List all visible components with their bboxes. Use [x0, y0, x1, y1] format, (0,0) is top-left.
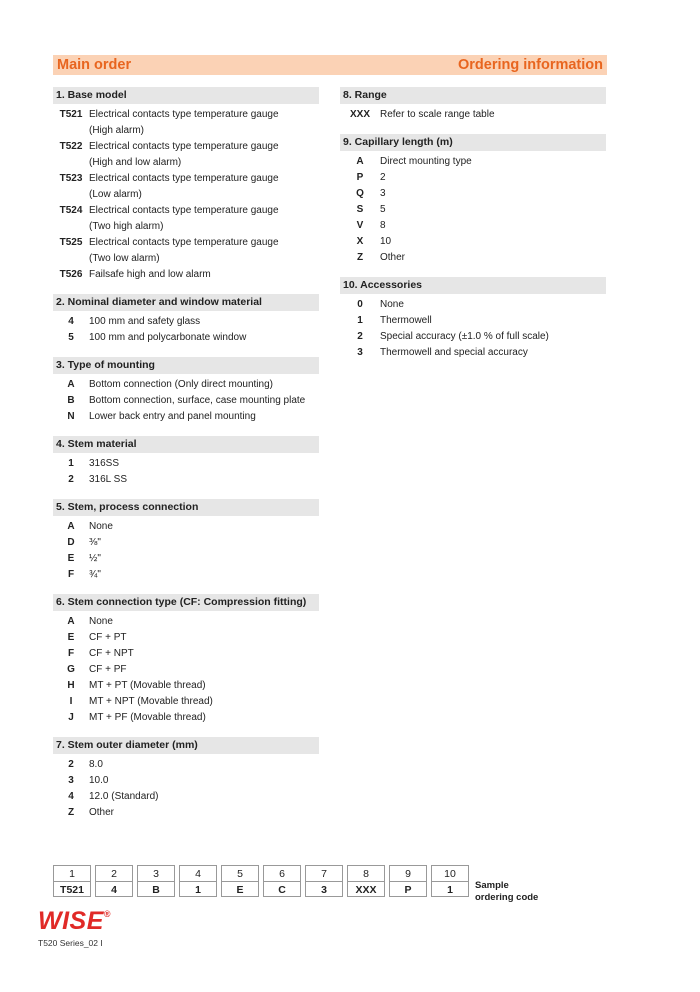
option-description	[380, 250, 606, 266]
option-description	[89, 535, 319, 551]
section	[53, 499, 319, 583]
sample-cell-column	[389, 865, 427, 897]
option-description	[380, 329, 606, 345]
section	[53, 594, 319, 726]
option-row	[340, 186, 606, 202]
logo-text: WISE	[38, 907, 104, 935]
option-code: 2	[68, 474, 74, 485]
sample-position-number: 1	[53, 865, 91, 881]
option-description-line: Other	[380, 252, 406, 263]
option-code: A	[356, 156, 364, 167]
option-code: Z	[67, 807, 75, 818]
option-code: T521	[59, 109, 83, 120]
option-description-line: ½"	[89, 553, 101, 564]
option-code: N	[67, 411, 75, 422]
sample-code-value: P	[389, 881, 427, 897]
sample-cell-column	[431, 865, 469, 897]
option-description	[380, 154, 606, 170]
section-title: 6. Stem connection type (CF: Compression fitting)	[53, 594, 319, 611]
option-row	[340, 154, 606, 170]
sample-label-line1: Sample	[475, 880, 509, 891]
option-row	[53, 519, 319, 535]
option-description-line: Thermowell and special accuracy	[380, 347, 528, 358]
option-row	[53, 139, 319, 171]
option-row	[53, 330, 319, 346]
option-code: D	[67, 537, 75, 548]
sample-cell-column	[347, 865, 385, 897]
option-description-line: Lower back entry and panel mounting	[89, 411, 256, 422]
header-main-order: Main order	[57, 57, 132, 73]
option-row	[53, 267, 319, 283]
option-code: I	[69, 696, 73, 707]
header-bar	[53, 55, 607, 75]
option-code: A	[67, 616, 75, 627]
option-description	[89, 393, 319, 409]
option-row	[53, 646, 319, 662]
option-description	[89, 472, 319, 488]
option-description	[89, 757, 319, 773]
option-code: J	[68, 712, 74, 723]
option-row	[340, 250, 606, 266]
option-description	[89, 551, 319, 567]
sample-code-value: 1	[179, 881, 217, 897]
section-title: 4. Stem material	[53, 436, 319, 453]
section	[340, 277, 606, 361]
option-description	[89, 267, 319, 283]
sample-code-value: XXX	[347, 881, 385, 897]
option-description-line-2: (High alarm)	[89, 125, 145, 136]
option-row	[53, 107, 319, 139]
sample-position-number: 9	[389, 865, 427, 881]
right-column	[340, 87, 606, 372]
option-description-line: ⅜"	[89, 537, 101, 548]
option-description-line: 8	[380, 220, 386, 231]
option-description-line: CF + NPT	[89, 648, 134, 659]
sample-code-value: 1	[431, 881, 469, 897]
sample-label-line2: ordering code	[475, 892, 539, 903]
option-row	[53, 235, 319, 267]
option-code: F	[67, 648, 75, 659]
option-row	[53, 757, 319, 773]
option-row	[340, 170, 606, 186]
option-description	[380, 234, 606, 250]
option-description-line: 3	[380, 188, 386, 199]
option-row	[53, 694, 319, 710]
option-description-line: MT + NPT (Movable thread)	[89, 696, 213, 707]
option-description	[89, 662, 319, 678]
option-code: 3	[68, 775, 74, 786]
option-description-line: Special accuracy (±1.0 % of full scale)	[380, 331, 549, 342]
option-description	[89, 614, 319, 630]
option-description-line: ¾"	[89, 569, 101, 580]
option-code: 0	[357, 299, 363, 310]
option-row	[53, 314, 319, 330]
option-description	[89, 678, 319, 694]
option-description	[89, 139, 319, 171]
option-row	[53, 567, 319, 583]
option-description-line: None	[89, 521, 113, 532]
option-description	[380, 186, 606, 202]
option-code: T523	[59, 173, 83, 184]
option-row	[340, 345, 606, 361]
option-row	[53, 472, 319, 488]
option-description	[89, 773, 319, 789]
option-description	[89, 805, 319, 821]
option-description-line-2: (Low alarm)	[89, 189, 142, 200]
option-description-line: MT + PF (Movable thread)	[89, 712, 206, 723]
option-code: 3	[357, 347, 363, 358]
option-description	[89, 409, 319, 425]
option-description	[89, 314, 319, 330]
option-description-line: 5	[380, 204, 386, 215]
option-code: 2	[357, 331, 363, 342]
sample-label	[475, 880, 538, 904]
option-description-line: Other	[89, 807, 115, 818]
option-row	[340, 297, 606, 313]
option-description	[89, 567, 319, 583]
option-description	[89, 519, 319, 535]
option-description-line: Electrical contacts type temperature gauge	[89, 173, 279, 184]
sample-code-value: 3	[305, 881, 343, 897]
sample-position-number: 7	[305, 865, 343, 881]
option-description	[380, 313, 606, 329]
option-code: XXX	[349, 109, 370, 120]
sample-cell-column	[221, 865, 259, 897]
option-description-line: 10.0	[89, 775, 109, 786]
option-row	[340, 329, 606, 345]
option-description	[89, 330, 319, 346]
section-title: 1. Base model	[53, 87, 319, 104]
sample-cell-column	[263, 865, 301, 897]
option-code: 2	[68, 759, 74, 770]
option-description-line: CF + PF	[89, 664, 127, 675]
option-description-line: Electrical contacts type temperature gauge	[89, 205, 279, 216]
option-row	[53, 710, 319, 726]
option-code: E	[67, 632, 75, 643]
sample-cell-column	[95, 865, 133, 897]
option-code: X	[356, 236, 364, 247]
option-code: A	[67, 379, 75, 390]
option-code: T525	[59, 237, 83, 248]
section	[53, 357, 319, 425]
section	[53, 436, 319, 488]
sample-position-number: 6	[263, 865, 301, 881]
option-description-line-2: (High and low alarm)	[89, 157, 182, 168]
option-row	[53, 409, 319, 425]
option-row	[53, 773, 319, 789]
option-description-line: Bottom connection (Only direct mounting)	[89, 379, 273, 390]
option-description-line: 10	[380, 236, 392, 247]
option-row	[53, 614, 319, 630]
option-description-line: Direct mounting type	[380, 156, 472, 167]
option-row	[53, 630, 319, 646]
section-title: 8. Range	[340, 87, 606, 104]
sample-code-value: E	[221, 881, 259, 897]
sample-cell-column	[179, 865, 217, 897]
option-code: 1	[68, 458, 74, 469]
section-title: 5. Stem, process connection	[53, 499, 319, 516]
option-row	[340, 202, 606, 218]
option-code: B	[67, 395, 75, 406]
option-row	[340, 107, 606, 123]
option-description-line: Failsafe high and low alarm	[89, 269, 211, 280]
option-row	[53, 456, 319, 472]
option-row	[53, 535, 319, 551]
sample-code-value: T521	[53, 881, 91, 897]
option-description-line: None	[380, 299, 404, 310]
option-description-line: 100 mm and safety glass	[89, 316, 201, 327]
option-description	[380, 170, 606, 186]
option-row	[53, 789, 319, 805]
option-description	[89, 203, 319, 235]
option-code: S	[356, 204, 364, 215]
option-description-line-2: (Two high alarm)	[89, 221, 164, 232]
sample-position-number: 5	[221, 865, 259, 881]
option-row	[53, 678, 319, 694]
option-row	[53, 393, 319, 409]
option-description-line: CF + PT	[89, 632, 127, 643]
option-description-line: 12.0 (Standard)	[89, 791, 159, 802]
option-description	[89, 107, 319, 139]
option-description	[380, 218, 606, 234]
option-code: E	[67, 553, 75, 564]
option-code: Z	[356, 252, 364, 263]
option-row	[53, 551, 319, 567]
sample-code-value: B	[137, 881, 175, 897]
option-code: P	[356, 172, 364, 183]
option-description-line-2: (Two low alarm)	[89, 253, 160, 264]
sample-cells	[53, 865, 473, 897]
section-title: 9. Capillary length (m)	[340, 134, 606, 151]
option-description-line: Refer to scale range table	[380, 109, 495, 120]
option-row	[53, 203, 319, 235]
section	[340, 134, 606, 266]
option-row	[53, 662, 319, 678]
option-description-line: MT + PT (Movable thread)	[89, 680, 206, 691]
option-description	[89, 789, 319, 805]
option-description	[380, 345, 606, 361]
option-row	[340, 218, 606, 234]
option-code: A	[67, 521, 75, 532]
option-description	[380, 202, 606, 218]
option-description-line: Thermowell	[380, 315, 432, 326]
section-title: 10. Accessories	[340, 277, 606, 294]
option-description	[89, 171, 319, 203]
sample-cell-column	[305, 865, 343, 897]
option-code: T522	[59, 141, 83, 152]
option-code: F	[67, 569, 75, 580]
option-code: T526	[59, 269, 83, 280]
section	[53, 737, 319, 821]
option-code: 4	[68, 791, 74, 802]
header-ordering-information: Ordering information	[458, 57, 603, 73]
option-description	[380, 107, 606, 123]
section	[53, 294, 319, 346]
option-code: 5	[68, 332, 74, 343]
option-description-line: 100 mm and polycarbonate window	[89, 332, 247, 343]
option-description	[89, 710, 319, 726]
option-row	[340, 234, 606, 250]
section	[340, 87, 606, 123]
sample-cell-column	[137, 865, 175, 897]
sample-code-value: C	[263, 881, 301, 897]
section-title: 7. Stem outer diameter (mm)	[53, 737, 319, 754]
option-description	[89, 456, 319, 472]
option-code: T524	[59, 205, 83, 216]
option-description-line: 316L SS	[89, 474, 127, 485]
option-description-line: None	[89, 616, 113, 627]
section-title: 2. Nominal diameter and window material	[53, 294, 319, 311]
wise-logo	[38, 907, 111, 936]
footer-series: T520 Series_02 I	[38, 938, 103, 948]
sample-cell-column	[53, 865, 91, 897]
option-description	[89, 235, 319, 267]
option-code: Q	[356, 188, 364, 199]
left-column	[53, 87, 319, 832]
option-row	[53, 171, 319, 203]
option-description	[89, 630, 319, 646]
option-row	[53, 805, 319, 821]
option-code: G	[67, 664, 75, 675]
option-description-line: Electrical contacts type temperature gauge	[89, 237, 279, 248]
option-code: 1	[357, 315, 363, 326]
option-row	[53, 377, 319, 393]
option-description	[89, 694, 319, 710]
sample-ordering-code	[53, 865, 538, 904]
option-description	[89, 377, 319, 393]
option-code: H	[67, 680, 75, 691]
option-description-line: 8.0	[89, 759, 103, 770]
option-description-line: 316SS	[89, 458, 120, 469]
option-description	[380, 297, 606, 313]
option-description-line: Electrical contacts type temperature gauge	[89, 109, 279, 120]
sample-position-number: 3	[137, 865, 175, 881]
option-description	[89, 646, 319, 662]
option-row	[340, 313, 606, 329]
sample-position-number: 8	[347, 865, 385, 881]
sample-position-number: 2	[95, 865, 133, 881]
option-code: V	[356, 220, 364, 231]
sample-code-value: 4	[95, 881, 133, 897]
option-description-line: Bottom connection, surface, case mounting plate	[89, 395, 306, 406]
registered-mark: ®	[103, 909, 112, 919]
sample-position-number: 10	[431, 865, 469, 881]
section-title: 3. Type of mounting	[53, 357, 319, 374]
option-description-line: 2	[380, 172, 386, 183]
option-description-line: Electrical contacts type temperature gauge	[89, 141, 279, 152]
section	[53, 87, 319, 283]
sample-position-number: 4	[179, 865, 217, 881]
option-code: 4	[68, 316, 74, 327]
